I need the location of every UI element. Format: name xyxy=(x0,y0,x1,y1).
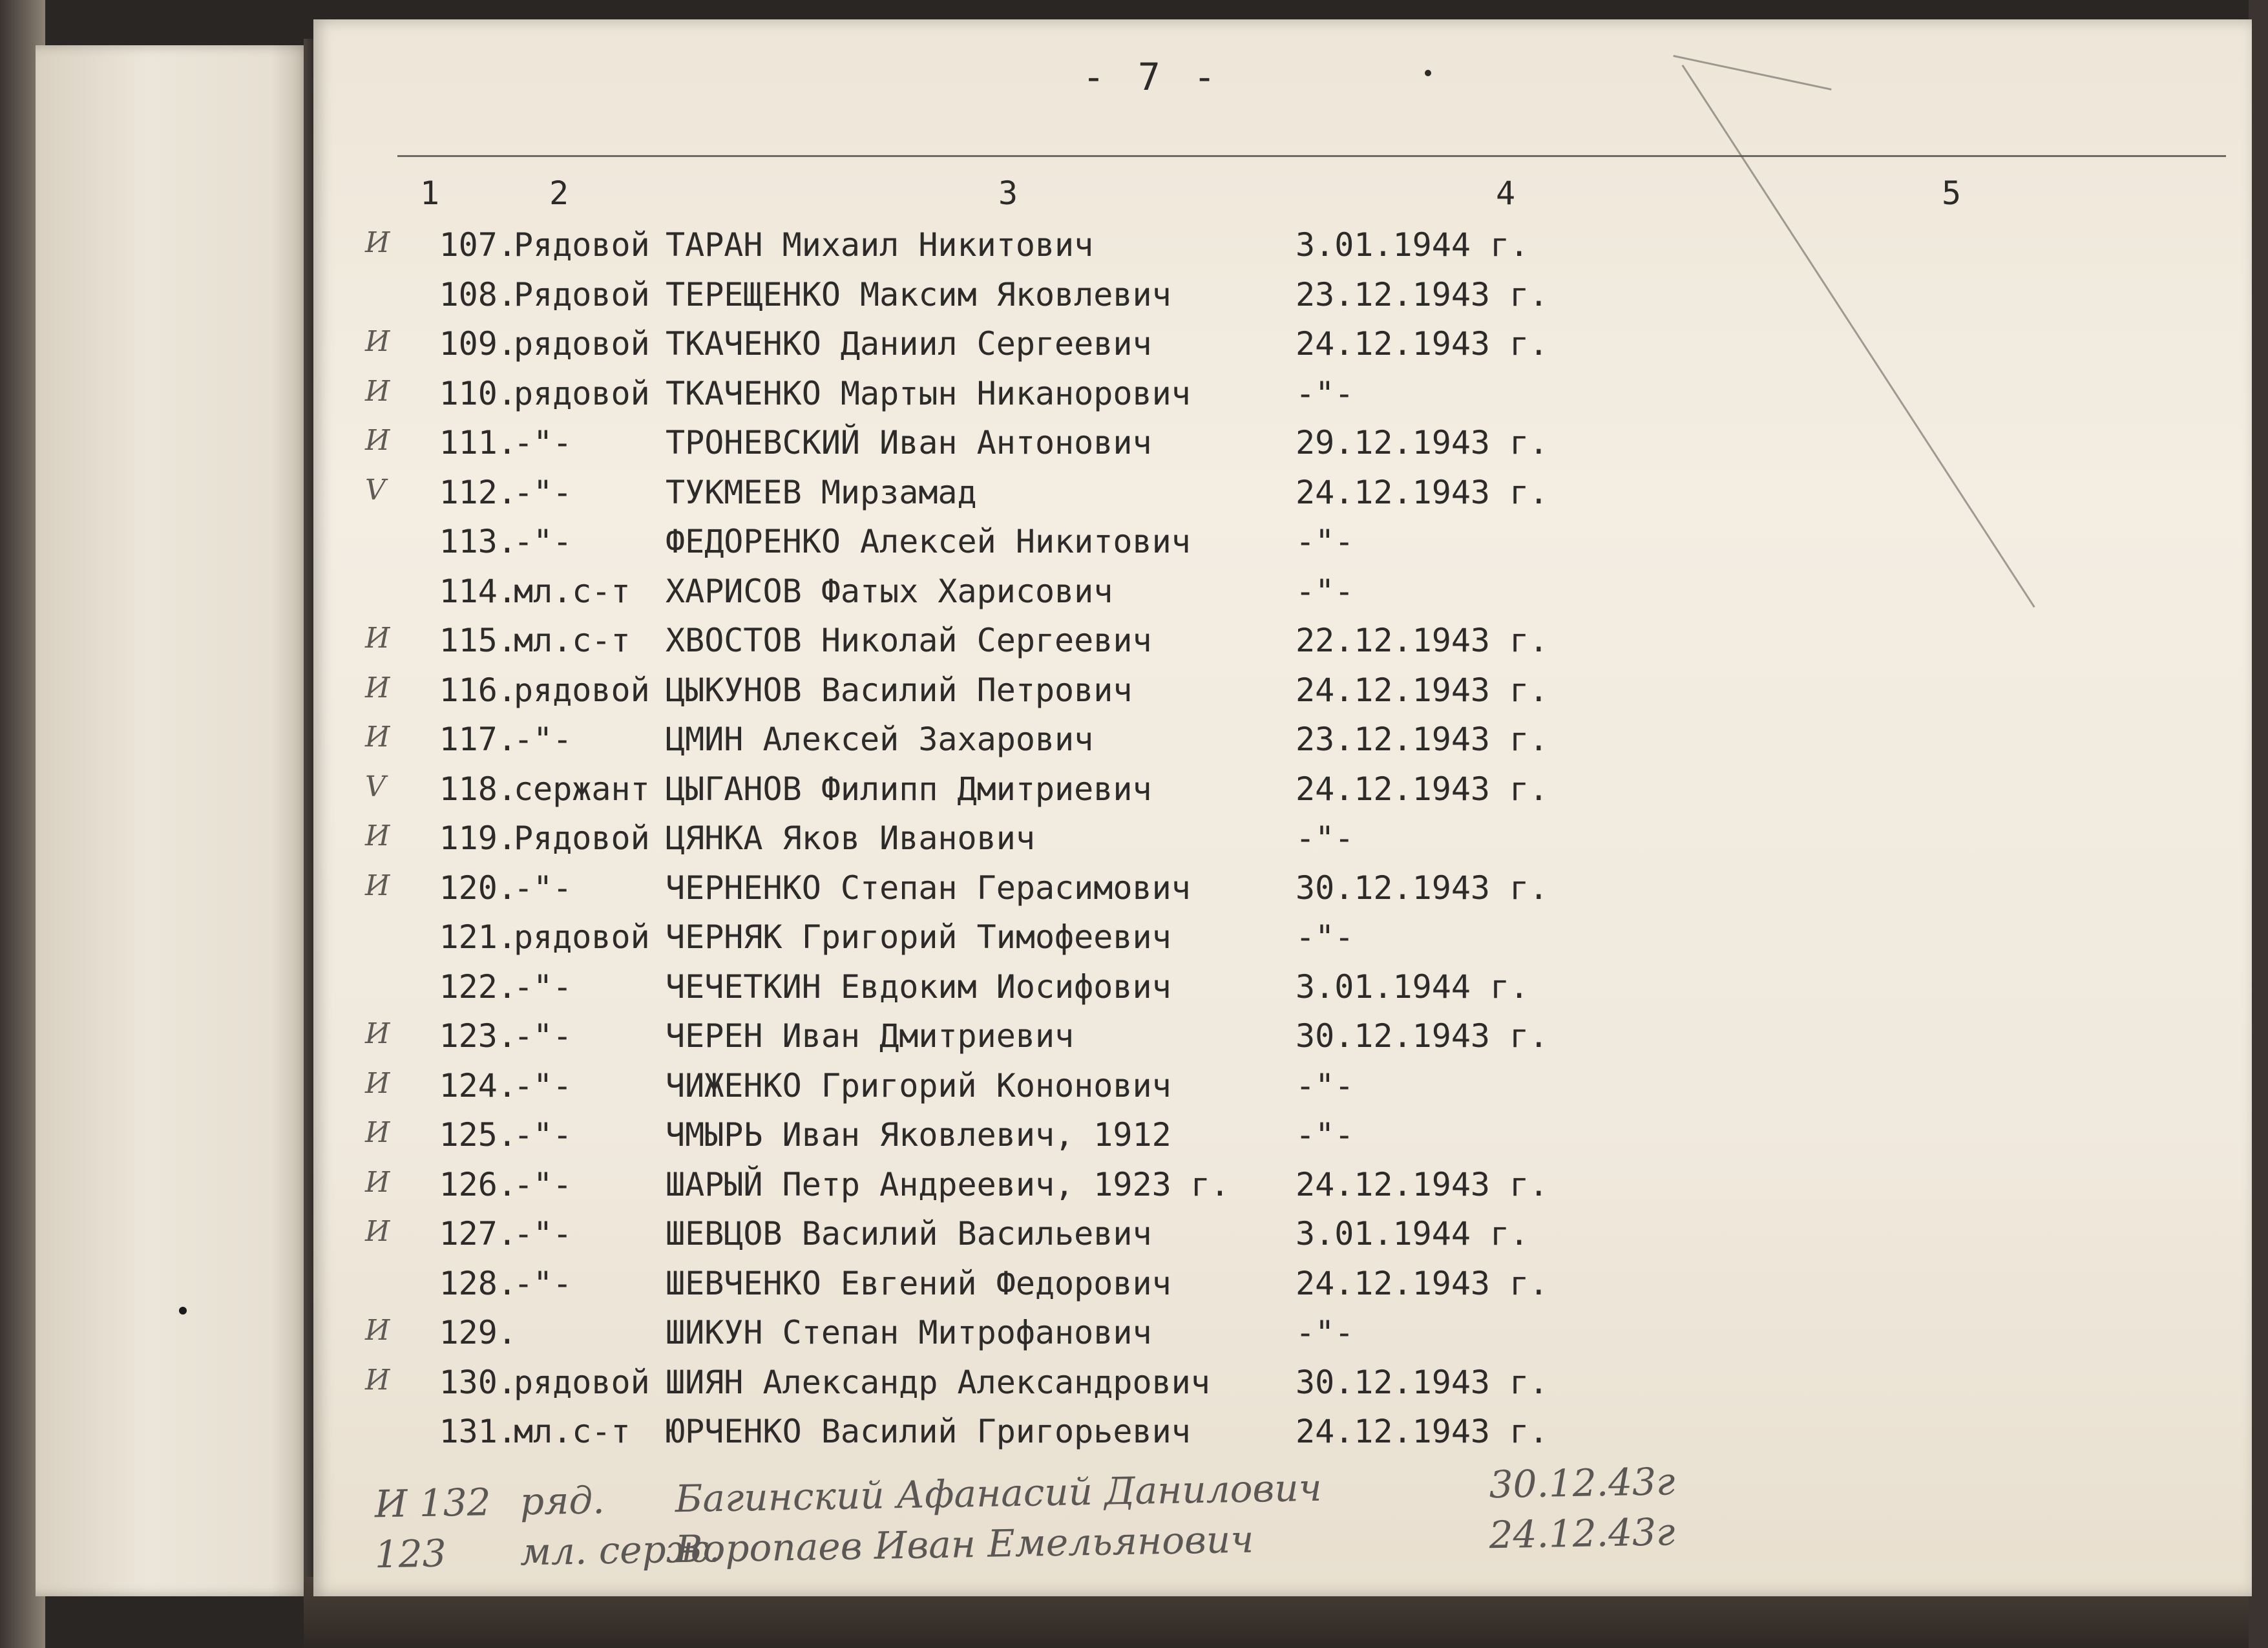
date: 3.01.1944 г. xyxy=(1296,226,1529,264)
full-name: ШИЯН Александр Александрович xyxy=(666,1363,1210,1401)
rank: -"- xyxy=(514,523,572,560)
rank: Рядовой xyxy=(514,819,650,857)
date: -"- xyxy=(1296,1314,1354,1351)
row-number: 118. xyxy=(439,770,517,808)
page-number: - 7 - xyxy=(1082,55,1221,99)
date: 24.12.1943 г. xyxy=(1296,473,1549,511)
date: 24.12.43г xyxy=(1489,1510,1675,1558)
full-name: ТУКМЕЕВ Мирзамад xyxy=(666,473,977,511)
row-number: 126. xyxy=(439,1165,517,1203)
full-name: ЧЕРНЕНКО Степан Герасимович xyxy=(666,869,1191,907)
full-name: ШЕВЧЕНКО Евгений Федорович xyxy=(666,1264,1171,1302)
full-name: ЧИЖЕНКО Григорий Кононович xyxy=(666,1066,1171,1104)
row-number: 120. xyxy=(439,869,517,907)
check-mark: И xyxy=(365,424,390,457)
row-number: 131. xyxy=(439,1413,517,1450)
date: -"- xyxy=(1296,819,1354,857)
row-number: 130. xyxy=(439,1363,517,1401)
date: 23.12.1943 г. xyxy=(1296,721,1549,758)
row-number: 114. xyxy=(439,572,517,610)
check-mark: И xyxy=(365,1017,390,1050)
rank: -"- xyxy=(514,869,572,907)
row-number: 119. xyxy=(439,819,517,857)
date: -"- xyxy=(1296,918,1354,956)
check-mark: И xyxy=(365,1066,390,1100)
date: 30.12.1943 г. xyxy=(1296,1017,1549,1055)
row-number: 127. xyxy=(439,1215,517,1252)
date: 24.12.1943 г. xyxy=(1296,671,1549,709)
full-name: ЮРЧЕНКО Василий Григорьевич xyxy=(666,1413,1191,1450)
row-number: 112. xyxy=(439,473,517,511)
check-mark: И xyxy=(365,819,390,852)
check-mark: И xyxy=(365,325,390,358)
rank: -"- xyxy=(514,1215,572,1252)
date: 29.12.1943 г. xyxy=(1296,424,1549,461)
row-number: 124. xyxy=(439,1066,517,1104)
date: 24.12.1943 г. xyxy=(1296,770,1549,808)
full-name: ЦМИН Алексей Захарович xyxy=(666,721,1094,758)
date: 30.12.1943 г. xyxy=(1296,1363,1549,1401)
rank: мл. серж. xyxy=(520,1527,721,1574)
row-number: 109. xyxy=(439,325,517,363)
row-number: 122. xyxy=(439,967,517,1006)
row-number: 123. xyxy=(439,1017,517,1055)
column-header-3: 3 xyxy=(998,174,1018,212)
full-name: ЦЯНКА Яков Иванович xyxy=(666,819,1035,857)
rank: рядовой xyxy=(514,374,650,412)
check-mark: И xyxy=(365,1215,390,1248)
check-mark: И xyxy=(365,721,390,754)
rank: -"- xyxy=(514,424,572,461)
rank: -"- xyxy=(514,1066,572,1104)
rank: рядовой xyxy=(514,1363,650,1401)
check-mark: V xyxy=(365,473,386,507)
date: 24.12.1943 г. xyxy=(1296,1165,1549,1203)
row-number: 121. xyxy=(439,918,517,956)
row-number: 113. xyxy=(439,523,517,560)
date: -"- xyxy=(1296,1066,1354,1104)
rank: -"- xyxy=(514,1264,572,1302)
rank: Рядовой xyxy=(514,226,650,264)
full-name: ТРОНЕВСКИЙ Иван Антонович xyxy=(666,424,1152,461)
full-name: Воропаев Иван Емельянович xyxy=(675,1517,1254,1572)
column-header-2: 2 xyxy=(549,174,569,212)
register-page xyxy=(313,19,2252,1596)
date: 24.12.1943 г. xyxy=(1296,1413,1549,1450)
check-mark: И xyxy=(365,1165,390,1199)
column-header-5: 5 xyxy=(1942,174,1962,212)
check-mark: И xyxy=(365,1116,390,1149)
rank: рядовой xyxy=(514,918,650,956)
row-number: 116. xyxy=(439,671,517,709)
check-mark: И xyxy=(365,226,390,259)
column-header-1: 1 xyxy=(420,174,440,212)
full-name: ЦЫКУНОВ Василий Петрович xyxy=(666,671,1133,709)
check-mark: V xyxy=(365,770,386,803)
full-name: ТЕРЕЩЕНКО Максим Яковлевич xyxy=(666,275,1171,313)
row-number: 108. xyxy=(439,275,517,313)
pencil-mark xyxy=(1681,65,2035,607)
full-name: ЧЕРНЯК Григорий Тимофеевич xyxy=(666,918,1171,956)
date: -"- xyxy=(1296,1116,1354,1154)
full-name: ХАРИСОВ Фатых Харисович xyxy=(666,572,1113,610)
full-name: ХВОСТОВ Николай Сергеевич xyxy=(666,622,1152,659)
row-number: 128. xyxy=(439,1264,517,1302)
rank: Рядовой xyxy=(514,275,650,313)
row-number: 117. xyxy=(439,721,517,758)
check-mark: И xyxy=(365,869,390,902)
check-mark: И xyxy=(365,1363,390,1397)
date: -"- xyxy=(1296,572,1354,610)
date: -"- xyxy=(1296,523,1354,560)
rank: ряд. xyxy=(520,1478,605,1524)
date: 3.01.1944 г. xyxy=(1296,1215,1529,1252)
check-mark: И xyxy=(365,1314,390,1347)
date: 22.12.1943 г. xyxy=(1296,622,1549,659)
row-number: И 132 xyxy=(374,1480,492,1527)
check-mark: И xyxy=(365,671,390,704)
full-name: Багинский Афанасий Данилович xyxy=(675,1465,1323,1521)
rank: сержант xyxy=(514,770,650,808)
rank: -"- xyxy=(514,1017,572,1055)
row-number: 110. xyxy=(439,374,517,412)
rank: рядовой xyxy=(514,325,650,363)
full-name: ШАРЫЙ Петр Андреевич, 1923 г. xyxy=(666,1165,1230,1203)
row-number: 125. xyxy=(439,1116,517,1154)
rank: мл.с-т xyxy=(514,622,631,659)
ink-dot xyxy=(179,1307,187,1315)
full-name: ТКАЧЕНКО Мартын Никанорович xyxy=(666,374,1191,412)
date: 30.12.43г xyxy=(1489,1459,1675,1507)
full-name: ФЕДОРЕНКО Алексей Никитович xyxy=(666,523,1191,560)
full-name: ЧМЫРЬ Иван Яковлевич, 1912 xyxy=(666,1116,1171,1154)
full-name: ТАРАН Михаил Никитович xyxy=(666,226,1094,264)
column-header-4: 4 xyxy=(1496,174,1516,212)
full-name: ЧЕЧЕТКИН Евдоким Иосифович xyxy=(666,967,1171,1006)
full-name: ЦЫГАНОВ Филипп Дмитриевич xyxy=(666,770,1152,808)
rank: -"- xyxy=(514,1116,572,1154)
ink-dot xyxy=(1425,70,1431,76)
full-name: ШИКУН Степан Митрофанович xyxy=(666,1314,1152,1351)
rank: -"- xyxy=(514,1165,572,1203)
rank: мл.с-т xyxy=(514,1413,631,1450)
date: 24.12.1943 г. xyxy=(1296,1264,1549,1302)
full-name: ТКАЧЕНКО Даниил Сергеевич xyxy=(666,325,1152,363)
row-number: 111. xyxy=(439,424,517,461)
rank: рядовой xyxy=(514,671,650,709)
rank: -"- xyxy=(514,721,572,758)
full-name: ШЕВЦОВ Василий Васильевич xyxy=(666,1215,1152,1252)
row-number: 107. xyxy=(439,226,517,264)
rank: мл.с-т xyxy=(514,572,631,610)
rank: -"- xyxy=(514,473,572,511)
date: 30.12.1943 г. xyxy=(1296,869,1549,907)
date: 23.12.1943 г. xyxy=(1296,275,1549,313)
date: -"- xyxy=(1296,374,1354,412)
rank: -"- xyxy=(514,967,572,1006)
row-number: 123 xyxy=(374,1531,447,1577)
left-page xyxy=(36,45,313,1596)
check-mark: И xyxy=(365,622,390,655)
header-rule xyxy=(397,155,2226,157)
row-number: 129. xyxy=(439,1314,517,1351)
row-number: 115. xyxy=(439,622,517,659)
date: 3.01.1944 г. xyxy=(1296,967,1529,1006)
full-name: ЧЕРЕН Иван Дмитриевич xyxy=(666,1017,1075,1055)
check-mark: И xyxy=(365,374,390,408)
date: 24.12.1943 г. xyxy=(1296,325,1549,363)
